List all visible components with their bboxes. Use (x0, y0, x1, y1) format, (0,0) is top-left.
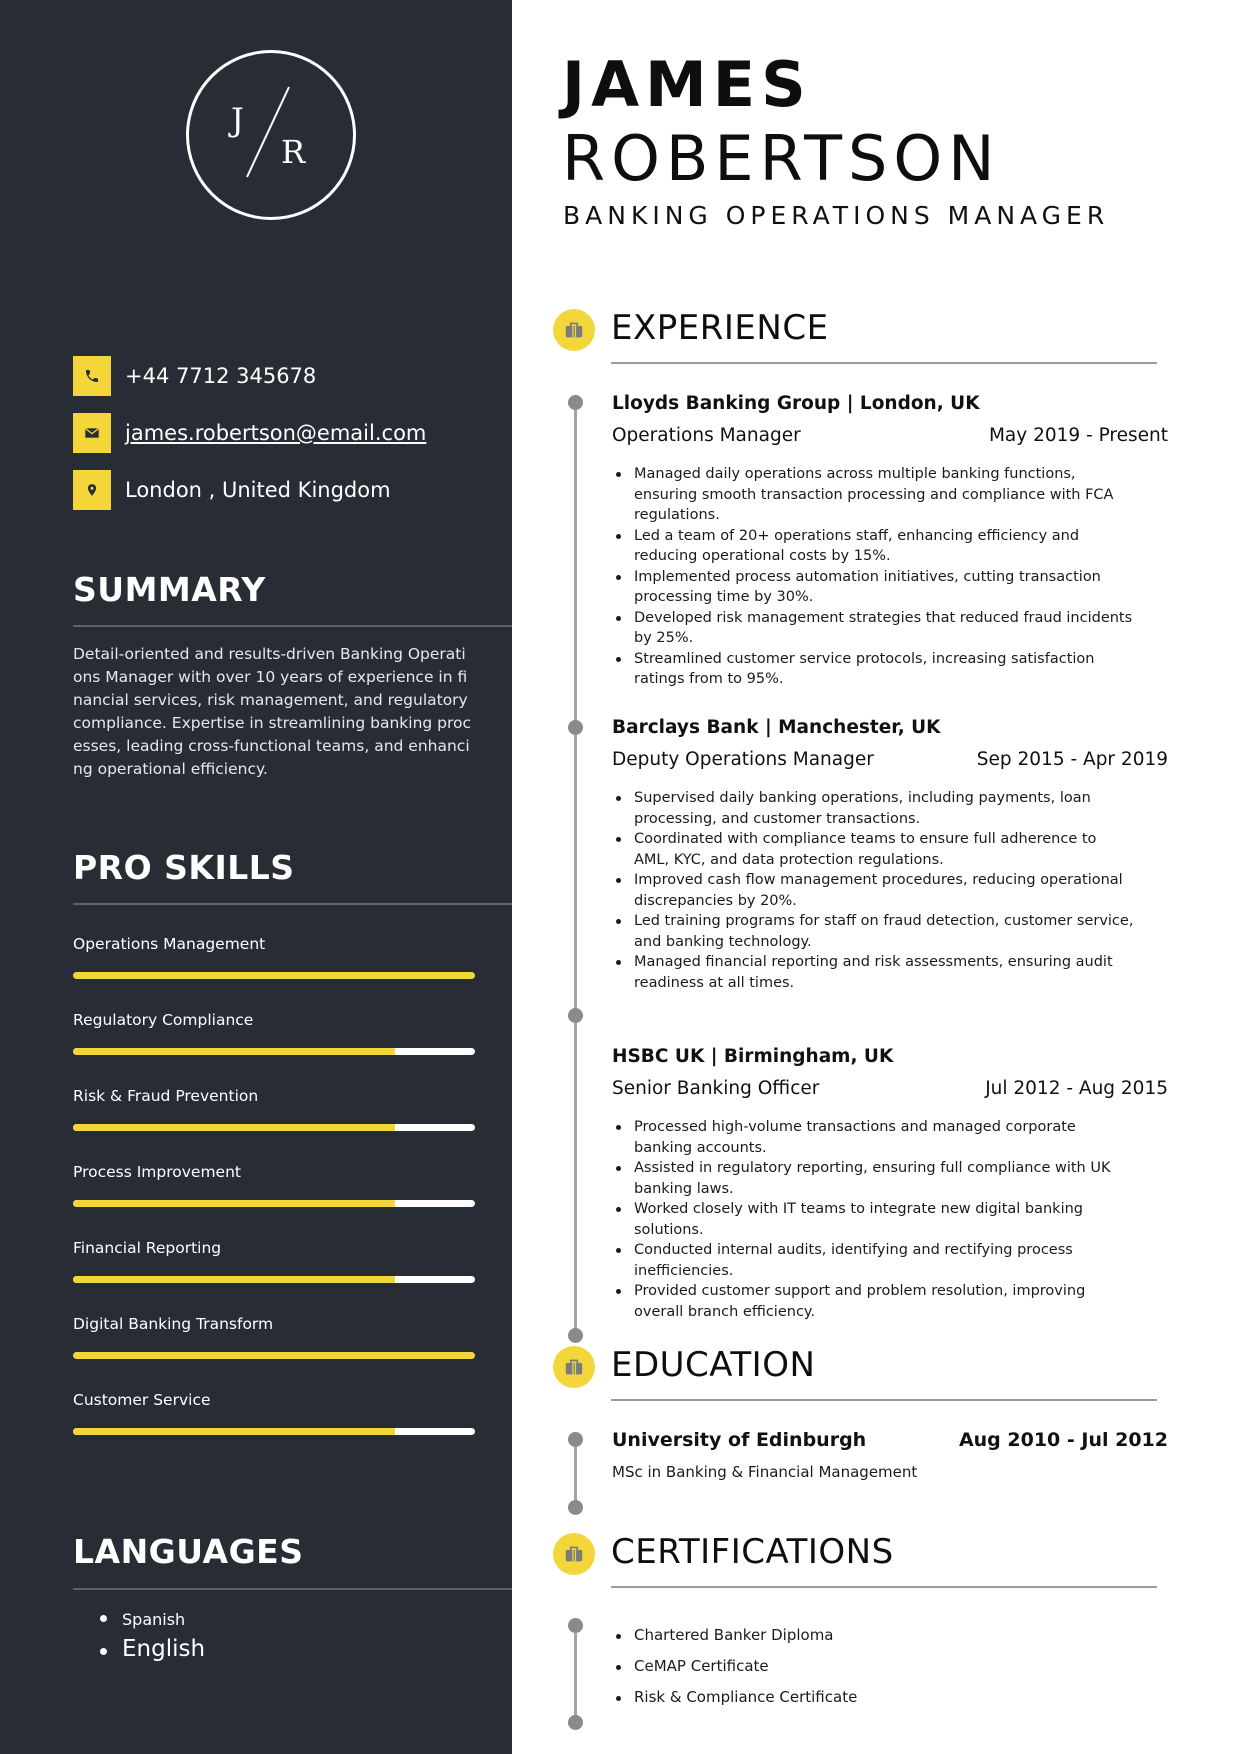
job-company: Barclays Bank | Manchester, UK (612, 717, 941, 738)
skill-bar-fill (73, 972, 475, 979)
job-bullet: Led training programs for staff on fraud detection, customer service, and banking technology. (612, 911, 1134, 952)
timeline-dot (568, 720, 583, 735)
monogram-slash (189, 53, 353, 217)
skill-name: Risk & Fraud Prevention (73, 1087, 259, 1105)
monogram-first: J (231, 101, 244, 139)
map-pin-icon (73, 470, 111, 510)
monogram-second: R (281, 133, 306, 171)
job-bullet: Managed financial reporting and risk assessments, ensuring audit readiness at all times. (612, 952, 1134, 993)
skills-divider (73, 903, 512, 905)
skill-bar (73, 972, 475, 979)
skill-item (73, 1239, 475, 1261)
skill-name: Financial Reporting (73, 1239, 222, 1257)
skill-bar-fill (73, 1352, 475, 1359)
languages-heading: LANGUAGES (73, 1532, 304, 1571)
skill-item (73, 1315, 475, 1337)
languages-list (100, 1610, 205, 1670)
phone-icon (73, 356, 111, 396)
languages-divider (73, 1588, 512, 1590)
certification-item: Risk & Compliance Certificate (612, 1688, 857, 1719)
job-company: HSBC UK | Birmingham, UK (612, 1046, 894, 1067)
briefcase-icon (553, 1533, 595, 1575)
timeline-dot (568, 1432, 583, 1447)
summary-heading: SUMMARY (73, 570, 266, 609)
job-entry (612, 717, 1168, 993)
last-name: ROBERTSON (562, 122, 1001, 195)
job-bullet: Developed risk management strategies that reduced fraud incidents by 25%. (612, 608, 1134, 649)
job-role: Senior Banking Officer (612, 1078, 820, 1099)
skill-bar-fill (73, 1428, 395, 1435)
job-title: BANKING OPERATIONS MANAGER (563, 201, 1110, 230)
job-bullet: Improved cash flow management procedures, reducing operational discrepancies by 20%. (612, 870, 1134, 911)
certification-item: CeMAP Certificate (612, 1657, 857, 1688)
job-bullet: Provided customer support and problem resolution, improving overall branch efficiency. (612, 1281, 1134, 1322)
skill-name: Customer Service (73, 1391, 211, 1409)
education-heading: EDUCATION (611, 1345, 816, 1385)
contact-email[interactable] (73, 413, 426, 453)
certifications-list (612, 1626, 857, 1719)
skill-bar-fill (73, 1276, 395, 1283)
job-entry (612, 393, 1168, 690)
skill-name: Regulatory Compliance (73, 1011, 254, 1029)
skills-heading: PRO SKILLS (73, 848, 295, 887)
education-divider (611, 1399, 1157, 1401)
education-degree: MSc in Banking & Financial Management (612, 1463, 918, 1481)
education-school: University of Edinburgh (612, 1429, 867, 1451)
job-bullets (612, 1117, 1168, 1322)
skill-bar (73, 1124, 475, 1131)
timeline-dot (568, 1008, 583, 1023)
job-bullet: Implemented process automation initiatives, cutting transaction processing time by 30%. (612, 567, 1134, 608)
skill-bar (73, 1276, 475, 1283)
education-entry (612, 1429, 1168, 1481)
job-bullet: Conducted internal audits, identifying and rectifying process inefficiencies. (612, 1240, 1134, 1281)
email-link[interactable]: james.robertson@email.com (125, 421, 427, 445)
timeline-dot (568, 1328, 583, 1343)
certifications-timeline (574, 1633, 577, 1725)
skill-item (73, 1391, 475, 1413)
language-item: Spanish (100, 1610, 205, 1636)
timeline-dot (568, 1500, 583, 1515)
certification-item: Chartered Banker Diploma (612, 1626, 857, 1657)
experience-timeline (574, 402, 577, 1335)
job-dates: May 2019 - Present (988, 425, 1168, 446)
summary-text: Detail-oriented and results-driven Banking Operations Manager with over 10 years of experience in financial services, risk management, and regulatory compliance. Expertise in streamlining banking processes, leading cross-functional teams, and enhancing operational efficiency. (73, 645, 472, 778)
monogram-logo (186, 50, 356, 220)
job-bullets (612, 788, 1168, 993)
experience-divider (611, 362, 1157, 364)
language-item: English (100, 1636, 205, 1670)
job-bullet: Streamlined customer service protocols, increasing satisfaction ratings from to 95%. (612, 649, 1134, 690)
job-role: Deputy Operations Manager (612, 749, 874, 770)
education-header (612, 1429, 1168, 1451)
envelope-icon (73, 413, 111, 453)
summary-divider (73, 625, 512, 627)
job-dates: Sep 2015 - Apr 2019 (976, 749, 1168, 770)
skill-item (73, 935, 475, 957)
sidebar (0, 0, 512, 1754)
job-role: Operations Manager (612, 425, 801, 446)
skill-name: Operations Management (73, 935, 266, 953)
job-bullet: Worked closely with IT teams to integrate new digital banking solutions. (612, 1199, 1134, 1240)
location-text: London , United Kingdom (125, 478, 391, 502)
skill-item (73, 1011, 475, 1033)
first-name: JAMES (562, 48, 812, 121)
skill-item (73, 1163, 475, 1185)
skill-bar (73, 1352, 475, 1359)
job-bullet: Coordinated with compliance teams to ensure full adherence to AML, KYC, and data protection regulations. (612, 829, 1134, 870)
job-meta (612, 749, 1168, 779)
skill-bar-fill (73, 1124, 395, 1131)
timeline-dot (568, 395, 583, 410)
briefcase-icon (553, 309, 595, 351)
skill-name: Process Improvement (73, 1163, 241, 1181)
job-bullet: Supervised daily banking operations, including payments, loan processing, and customer transactions. (612, 788, 1134, 829)
briefcase-icon (553, 1346, 595, 1388)
certifications-divider (611, 1586, 1157, 1588)
job-meta (612, 1078, 1168, 1108)
education-timeline (574, 1440, 577, 1507)
skill-bar (73, 1048, 475, 1055)
skill-bar-fill (73, 1048, 395, 1055)
skill-item (73, 1087, 475, 1109)
job-bullet: Managed daily operations across multiple banking functions, ensuring smooth transaction processing and compliance with FCA regulations. (612, 464, 1134, 526)
skill-bar (73, 1200, 475, 1207)
phone-text: +44 7712 345678 (125, 364, 317, 388)
skill-name: Digital Banking Transform (73, 1315, 274, 1333)
job-bullet: Led a team of 20+ operations staff, enhancing efficiency and reducing operational costs by 15%. (612, 526, 1134, 567)
certifications-heading: CERTIFICATIONS (611, 1532, 894, 1572)
job-bullet: Assisted in regulatory reporting, ensuring full compliance with UK banking laws. (612, 1158, 1134, 1199)
job-entry (612, 1046, 1168, 1322)
job-meta (612, 425, 1168, 455)
skill-bar-fill (73, 1200, 395, 1207)
experience-heading: EXPERIENCE (611, 308, 829, 348)
job-bullet: Processed high-volume transactions and managed corporate banking accounts. (612, 1117, 1134, 1158)
job-dates: Jul 2012 - Aug 2015 (985, 1078, 1168, 1099)
timeline-dot (568, 1618, 583, 1633)
contact-phone[interactable] (73, 356, 316, 396)
timeline-dot (568, 1715, 583, 1730)
job-company: Lloyds Banking Group | London, UK (612, 393, 980, 414)
contact-location (73, 470, 391, 510)
job-bullets (612, 464, 1168, 690)
education-dates: Aug 2010 - Jul 2012 (958, 1429, 1168, 1451)
skill-bar (73, 1428, 475, 1435)
